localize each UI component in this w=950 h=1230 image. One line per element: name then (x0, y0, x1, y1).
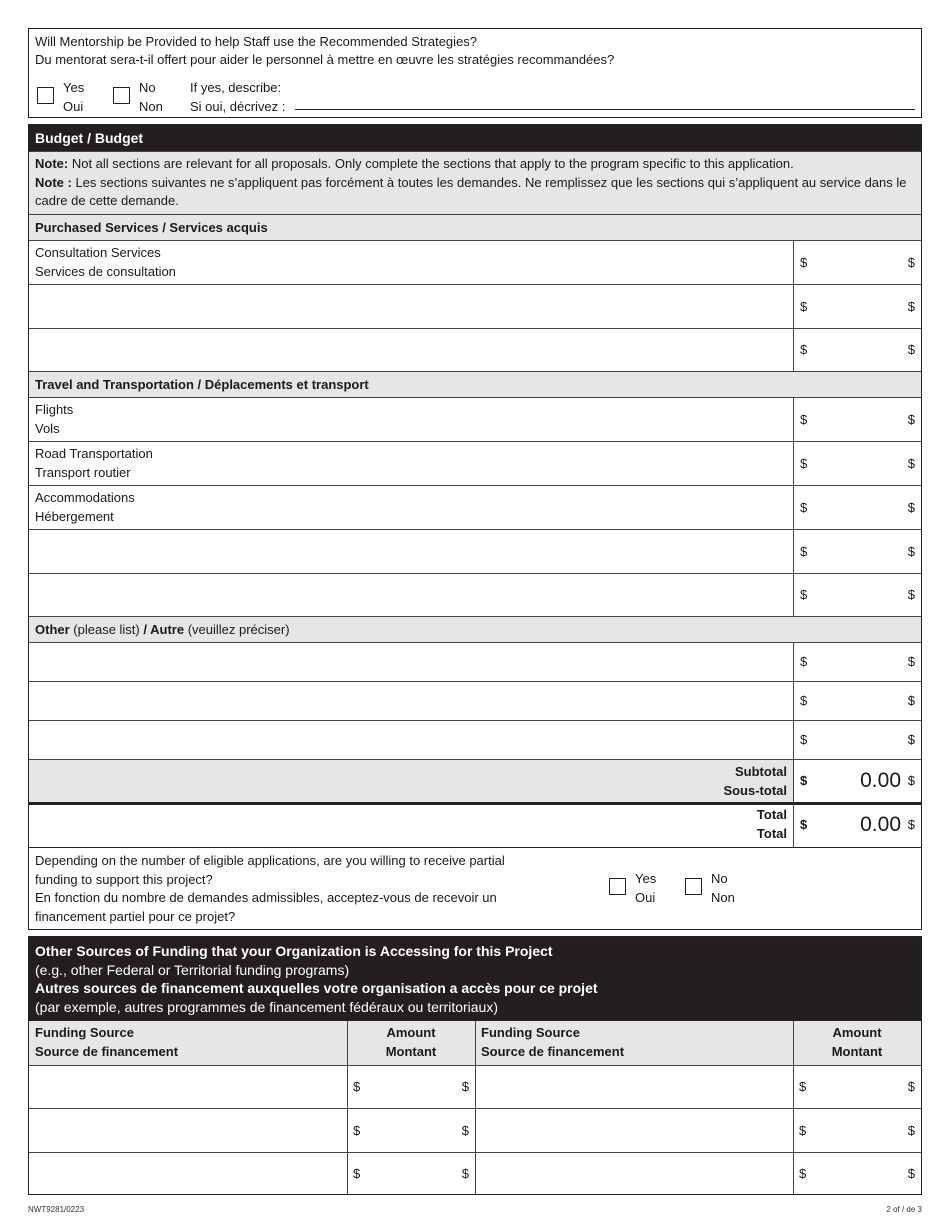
item-input[interactable] (29, 721, 794, 759)
form-id: NWT9281/0223 (28, 1205, 85, 1214)
note-text-fr: Les sections suivantes ne s’appliquent pas forcément à toutes les demandes. Ne remplissez que les sections qui s’appliquent au service dans le cadre de cette demande. (35, 174, 907, 208)
column-divider (475, 1021, 476, 1194)
amount-input[interactable]: $ $ (800, 411, 915, 427)
amount-input[interactable]: $ $ (800, 654, 915, 669)
budget-row-accommodations (29, 486, 921, 530)
funding-amount-input[interactable]: $ $ (353, 1165, 469, 1181)
yes-label-fr: Oui (63, 99, 84, 114)
note-label-en: Note: (35, 156, 69, 171)
funding-amount-input[interactable]: $ $ (799, 1165, 915, 1181)
col-funding-source-1: Funding Source Source de financement (29, 1021, 347, 1066)
budget-row-road (29, 442, 921, 486)
amount-input[interactable]: $ $ (800, 455, 915, 471)
budget-title: Budget / Budget (29, 125, 921, 152)
budget-row-blank (29, 285, 921, 329)
partial-yes-checkbox[interactable] (609, 878, 626, 895)
funding-source-input[interactable] (475, 1066, 793, 1109)
amount-input[interactable]: $ $ (800, 342, 915, 357)
mentorship-question-en: Will Mentorship be Provided to help Staff use the Recommended Strategies? (35, 34, 477, 49)
partial-funding-section (28, 848, 922, 930)
column-divider (347, 1021, 348, 1194)
item-input[interactable] (29, 329, 794, 371)
describe-label-en: If yes, describe: (190, 80, 282, 95)
partial-q1-en: Depending on the number of eligible applications, are you willing to receive partial (35, 853, 505, 868)
item-input[interactable] (29, 574, 794, 616)
budget-row-other (29, 721, 921, 760)
partial-q2-fr: financement partiel pour ce projet? (35, 908, 236, 924)
budget-table (28, 124, 922, 805)
other-funding-table (28, 936, 922, 1195)
budget-row-consultation (29, 241, 921, 285)
funding-source-input[interactable] (475, 1109, 793, 1153)
funding-amount-input[interactable]: $ $ (347, 1109, 475, 1153)
partial-yes-option[interactable]: Yes Oui (609, 869, 656, 907)
road-label: Road Transportation Transport routier (29, 442, 794, 485)
accommodations-label: Accommodations Hébergement (29, 486, 794, 529)
col-amount-2: Amount Montant (793, 1021, 921, 1066)
consultation-label: Consultation Services Services de consultation (29, 241, 794, 284)
budget-note (29, 152, 921, 215)
flights-label: Flights Vols (29, 398, 794, 441)
item-input[interactable] (29, 530, 794, 573)
mentorship-section (28, 28, 922, 118)
budget-row-other (29, 643, 921, 682)
travel-header: Travel and Transportation / Déplacements et transport (29, 372, 921, 398)
note-label-fr: Note : (35, 174, 72, 190)
funding-source-input[interactable] (475, 1153, 793, 1194)
mentorship-yes-option[interactable] (37, 78, 84, 116)
subtotal-label: Subtotal Sous-total (29, 760, 794, 802)
budget-row-blank (29, 329, 921, 372)
item-input[interactable] (29, 285, 794, 328)
funding-amount-input[interactable]: $ $ (347, 1066, 475, 1109)
other-funding-header: Other Sources of Funding that your Organization is Accessing for this Project (e.g., other Federal or Territorial funding programs) Autres sources de financement auxquelles votre organisation a accès pour ce projet (par exemple, autres programmes de financement fédéraux ou territoriaux) (29, 937, 921, 1021)
subtotal-value: 0.00 (860, 769, 901, 792)
amount-input[interactable]: $ $ (800, 693, 915, 708)
budget-row-blank (29, 530, 921, 574)
item-input[interactable] (29, 643, 794, 681)
amount-input[interactable]: $ $ (800, 254, 915, 270)
total-row (28, 803, 922, 848)
mentorship-no-option[interactable] (113, 78, 163, 116)
funding-amount-input[interactable]: $ $ (793, 1066, 921, 1109)
purchased-services-header: Purchased Services / Services acquis (29, 215, 921, 241)
funding-source-input[interactable] (29, 1066, 347, 1109)
partial-no-option[interactable]: No Non (685, 869, 735, 907)
total-label: Total Total (29, 803, 794, 847)
describe-label-fr: Si oui, décrivez : (190, 99, 286, 114)
other-header: Other (please list) / Autre (veuillez préciser) (29, 617, 921, 643)
item-input[interactable] (29, 682, 794, 720)
subtotal-row (29, 760, 921, 804)
mentorship-no-checkbox[interactable] (113, 87, 130, 104)
note-text-en: Not all sections are relevant for all proposals. Only complete the sections that apply to the program specific to this application. (68, 156, 794, 171)
col-amount-1: Amount Montant (347, 1021, 475, 1066)
budget-row-other (29, 682, 921, 721)
total-value: 0.00 (860, 813, 901, 836)
col-funding-source-2: Funding Source Source de financement (475, 1021, 793, 1066)
amount-input[interactable]: $ $ (800, 499, 915, 515)
no-label-en: No (139, 80, 156, 95)
subtotal-amount: $ 0.00 $ (794, 760, 921, 802)
amount-input[interactable]: $ $ (800, 298, 915, 314)
amount-input[interactable]: $ $ (800, 587, 915, 602)
funding-amount-input[interactable]: $ $ (793, 1109, 921, 1153)
describe-input[interactable] (295, 109, 915, 110)
budget-row-flights (29, 398, 921, 442)
partial-q2-en: funding to support this project? (35, 871, 213, 887)
no-label-fr: Non (139, 99, 163, 114)
page-number: 2 of / de 3 (886, 1205, 922, 1214)
funding-source-input[interactable] (29, 1153, 347, 1194)
mentorship-yes-checkbox[interactable] (37, 87, 54, 104)
budget-row-blank (29, 574, 921, 617)
column-divider (793, 1021, 794, 1194)
total-amount: $ 0.00 $ (800, 813, 915, 836)
partial-q1-fr: En fonction du nombre de demandes admissibles, acceptez-vous de recevoir un (35, 890, 497, 905)
yes-label-en: Yes (63, 80, 85, 95)
amount-input[interactable]: $ $ (800, 543, 915, 559)
funding-source-input[interactable] (29, 1109, 347, 1153)
partial-no-checkbox[interactable] (685, 878, 702, 895)
amount-input[interactable]: $ $ (800, 732, 915, 747)
mentorship-question-fr: Du mentorat sera-t-il offert pour aider le personnel à mettre en œuvre les stratégies recommandées? (35, 52, 615, 67)
